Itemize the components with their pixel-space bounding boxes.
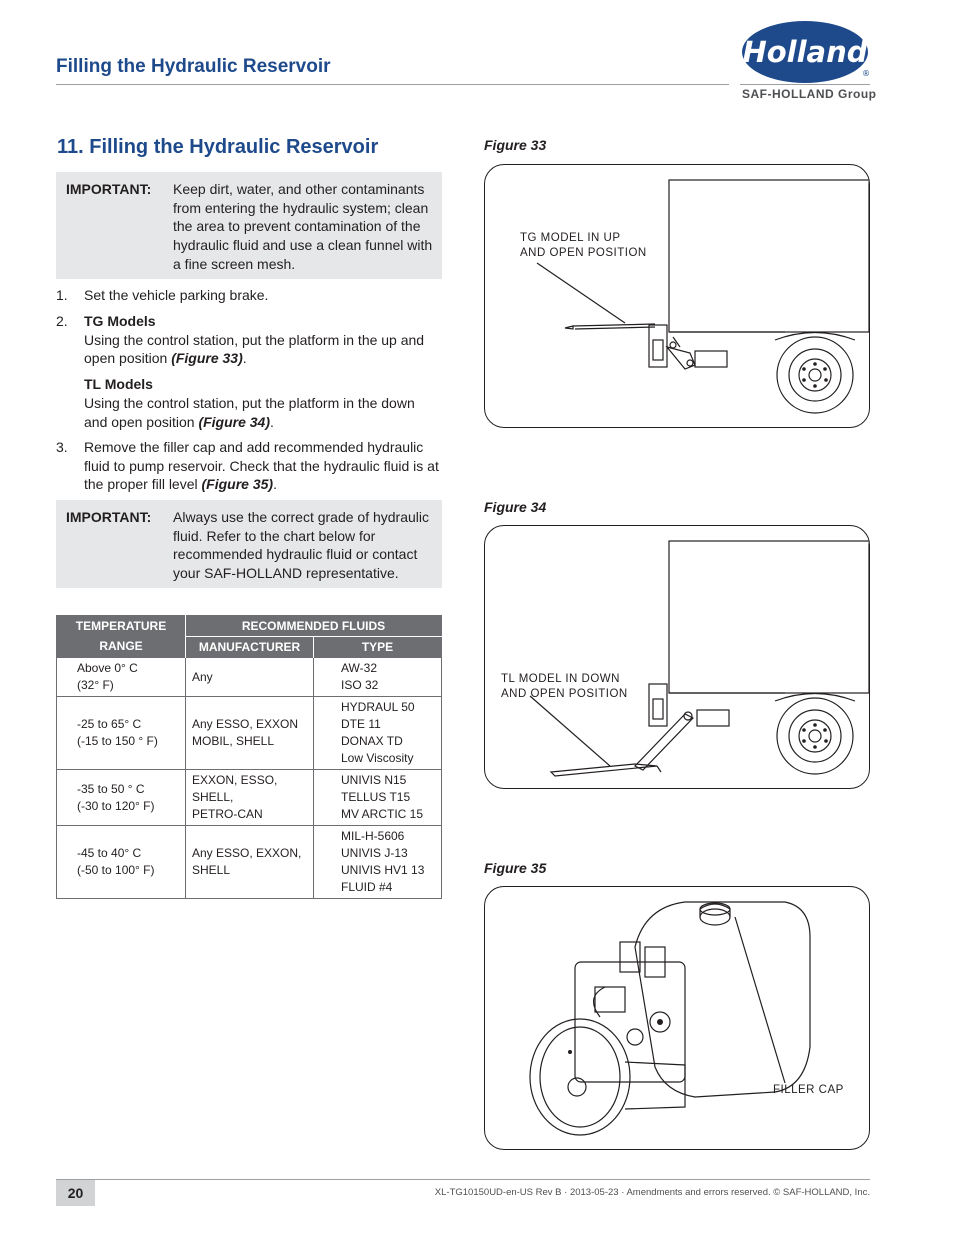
figure-33-caption: Figure 33 xyxy=(484,137,547,153)
figure-33-label: TG MODEL IN UP AND OPEN POSITION xyxy=(520,232,647,259)
page-number: 20 xyxy=(56,1180,95,1206)
figure-35-reference[interactable]: (Figure 35) xyxy=(201,476,274,493)
table-row xyxy=(57,770,442,826)
manufacturer-cell: EXXON, ESSO, SHELL, PETRO-CAN xyxy=(186,770,314,826)
type-cell: AW-32 ISO 32 xyxy=(314,658,442,697)
important-note-2 xyxy=(56,500,442,588)
recommended-fluids-table xyxy=(56,615,442,899)
tl-models-heading: TL Models xyxy=(84,376,153,393)
filler-cap-label: FILLER CAP xyxy=(773,1084,844,1096)
manufacturer-cell: Any ESSO, EXXON, SHELL xyxy=(186,826,314,899)
header-recommended-fluids: RECOMMENDED FLUIDS xyxy=(186,616,442,637)
table-row xyxy=(57,697,442,770)
running-title: Filling the Hydraulic Reservoir xyxy=(56,56,331,77)
footer-rule xyxy=(56,1179,870,1180)
figure-34-illustration xyxy=(484,525,870,789)
step-number: 3. xyxy=(56,439,68,455)
figure-34-reference[interactable]: (Figure 34) xyxy=(198,413,271,430)
manufacturer-cell: Any ESSO, EXXON MOBIL, SHELL xyxy=(186,697,314,770)
step-number: 1. xyxy=(56,287,68,303)
header-range: RANGE xyxy=(57,637,186,658)
important-note-1 xyxy=(56,172,442,279)
tg-liftgate-up-drawing xyxy=(485,165,870,428)
header-manufacturer: MANUFACTURER xyxy=(186,637,314,658)
section-title: 11. Filling the Hydraulic Reservoir xyxy=(57,136,379,158)
header-type: TYPE xyxy=(314,637,442,658)
header-rule xyxy=(56,84,729,85)
tl-models-text: Using the control station, put the platform in the down and open position (Figure 34). xyxy=(84,394,415,430)
pump-reservoir-drawing xyxy=(485,887,870,1150)
temp-cell: Above 0° C (32° F) xyxy=(57,658,186,697)
figure-33-reference[interactable]: (Figure 33) xyxy=(171,350,243,367)
tg-models-text: Using the control station, put the platform in the up and open position (Figure 33). xyxy=(84,331,425,367)
table-row xyxy=(57,658,442,697)
important-text: Always use the correct grade of hydraulic fluid. Refer to the chart below for recommended hydraulic fluid or contact your SAF-HOLLAND representative. xyxy=(173,509,430,582)
holland-logo xyxy=(740,16,872,86)
important-label: IMPORTANT: xyxy=(66,181,152,197)
figure-33-illustration xyxy=(484,164,870,428)
type-cell: HYDRAUL 50 DTE 11 DONAX TD Low Viscosity xyxy=(314,697,442,770)
manufacturer-cell: Any xyxy=(186,658,314,697)
group-label: SAF-HOLLAND Group xyxy=(742,87,877,101)
step-text: Set the vehicle parking brake. xyxy=(84,287,269,303)
type-cell: UNIVIS N15 TELLUS T15 MV ARCTIC 15 xyxy=(314,770,442,826)
figure-34-caption: Figure 34 xyxy=(484,499,547,515)
tg-models-heading: TG Models xyxy=(84,313,156,329)
figure-34-label: TL MODEL IN DOWN AND OPEN POSITION xyxy=(501,673,628,700)
temp-cell: -35 to 50 ° C (-30 to 120° F) xyxy=(57,770,186,826)
tl-liftgate-down-drawing xyxy=(485,526,870,789)
footer-note: XL-TG10150UD-en-US Rev B · 2013-05-23 · Amendments and errors reserved. © SAF-HOLLAND, Inc. xyxy=(434,1187,870,1198)
type-cell: MIL-H-5606 UNIVIS J-13 UNIVIS HV1 13 FLUID #4 xyxy=(314,826,442,899)
header-temperature: TEMPERATURE xyxy=(57,616,186,637)
table-row xyxy=(57,826,442,899)
temp-cell: -45 to 40° C (-50 to 100° F) xyxy=(57,826,186,899)
temp-cell: -25 to 65° C (-15 to 150 ° F) xyxy=(57,697,186,770)
logo-wordmark: Holland xyxy=(742,35,868,69)
figure-35-caption: Figure 35 xyxy=(484,860,547,876)
important-label: IMPORTANT: xyxy=(66,509,152,525)
important-text: Keep dirt, water, and other contaminants from entering the hydraulic system; clean the area to prevent contamination of the hydraulic fluid and use a clean funnel with a fine screen mesh. xyxy=(173,181,433,272)
figure-35-illustration xyxy=(484,886,870,1150)
step-text: Remove the filler cap and add recommended hydraulic fluid to pump reservoir. Check that the hydraulic fluid is at the proper fill level (Figure 35). xyxy=(84,439,439,493)
step-number: 2. xyxy=(56,313,68,329)
svg-text:®: ® xyxy=(862,69,870,78)
